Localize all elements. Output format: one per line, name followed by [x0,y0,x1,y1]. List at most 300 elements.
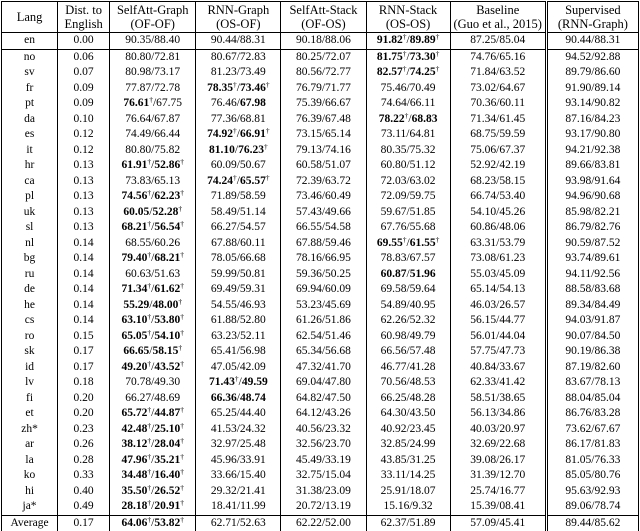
table-row [2,33,639,50]
table-row [2,298,639,314]
score-cell: 39.08/26.17 [450,453,546,469]
dist-cell: 0.14 [58,282,110,298]
table-row [2,158,639,174]
score-cell: 78.16/66.95 [281,251,366,267]
score-cell: 70.56/48.53 [366,375,450,391]
score-cell: 64.12/43.26 [281,406,366,422]
col-header-selfatt-stack [281,2,366,33]
score-cell: 69.58/59.64 [366,282,450,298]
lang-cell: ja* [22,500,37,513]
col-header-line1: Lang [16,10,43,24]
col-header-line2: English [64,17,103,31]
score-cell: 57.75/47.73 [450,344,546,360]
col-header-line1: Supervised [565,3,621,17]
score-cell: 72.09/59.75 [366,189,450,205]
score-cell: 54.89/40.95 [366,298,450,314]
score-cell: 73.02/64.67 [450,81,546,97]
score-cell: 60.05/52.28† [110,205,196,221]
table-row [2,422,639,438]
dist-cell: 0.15 [58,329,110,345]
score-cell: 78.22†/68.83 [366,112,450,128]
score-cell: 68.75/59.59 [450,127,546,143]
col-header-dist-to-english [58,2,110,33]
score-cell: 94.96/90.68 [546,189,638,205]
table-row [2,437,639,453]
score-cell: 74.64/66.11 [366,96,450,112]
score-cell: 78.35†/73.46† [196,81,281,97]
lang-cell: da [24,112,35,125]
score-cell: 71.89/58.59 [196,189,281,205]
dist-cell: 0.14 [58,267,110,283]
score-cell: 82.57†/74.25† [366,65,450,81]
score-cell: 94.03/91.87 [546,313,638,329]
score-cell: 25.91/18.07 [366,484,450,500]
score-cell: 89.79/86.60 [546,65,638,81]
score-cell: 61.26/51.86 [281,313,366,329]
score-cell: 60.98/49.79 [366,329,450,345]
table-row [2,391,639,407]
score-cell: 66.74/53.40 [450,189,546,205]
score-cell: 90.59/87.52 [546,236,638,252]
score-cell: 83.67/78.13 [546,375,638,391]
score-cell: 60.86/48.06 [450,220,546,236]
dist-cell: 0.12 [58,143,110,159]
score-cell: 86.76/83.28 [546,406,638,422]
lang-cell: lv [25,376,35,389]
score-cell: 56.15/44.77 [450,313,546,329]
score-cell: 69.55†/61.55† [366,236,450,252]
score-cell: 15.39/08.41 [450,499,546,515]
score-cell: 55.29/48.00† [110,298,196,314]
lang-cell: it [26,143,33,156]
score-cell: 89.44/85.62 [546,515,638,531]
table-row [2,453,639,469]
score-cell: 31.39/12.70 [450,468,546,484]
score-cell: 32.56/23.70 [281,437,366,453]
score-cell: 90.44/88.31 [546,33,638,50]
table-row [2,515,639,531]
score-cell: 59.36/50.25 [281,267,366,283]
score-cell: 74.76/65.16 [450,49,546,65]
table-row [2,81,639,97]
lang-cell: hr [24,159,35,172]
score-cell: 68.23/58.15 [450,174,546,190]
dist-cell: 0.26 [58,437,110,453]
score-cell: 66.56/57.48 [366,344,450,360]
dist-cell: 0.13 [58,174,110,190]
score-cell: 65.14/54.13 [450,282,546,298]
score-cell: 56.01/44.04 [450,329,546,345]
lang-cell: fi [26,391,34,404]
score-cell: 47.05/42.09 [196,360,281,376]
table-header [2,2,639,33]
table-row [2,360,639,376]
table-row [2,220,639,236]
score-cell: 88.58/83.68 [546,282,638,298]
lang-cell: bg [23,252,36,265]
score-cell: 33.11/14.25 [366,468,450,484]
score-cell: 38.12†/28.04† [110,437,196,453]
score-cell: 74.92†/66.91† [196,127,281,143]
col-header-line2: (OS-OF) [216,17,261,31]
score-cell: 87.19/82.60 [546,360,638,376]
score-cell: 49.20†/43.52† [110,360,196,376]
dist-cell: 0.00 [58,33,110,50]
col-header-line1: SelfAtt-Graph [116,3,189,17]
dist-cell: 0.33 [58,468,110,484]
score-cell: 63.23/52.11 [196,329,281,345]
score-cell: 90.44/88.31 [196,33,281,50]
score-cell: 80.80/75.82 [110,143,196,159]
score-cell: 95.63/92.93 [546,484,638,500]
score-cell: 25.74/16.77 [450,484,546,500]
score-cell: 78.05/66.68 [196,251,281,267]
score-cell: 29.32/21.41 [196,484,281,500]
score-cell: 73.83/65.13 [110,174,196,190]
score-cell: 94.11/92.56 [546,267,638,283]
score-cell: 60.09/50.67 [196,158,281,174]
col-header-line2: (OS-OS) [385,17,431,31]
score-cell: 80.25/72.07 [281,49,366,65]
score-cell: 73.46/60.49 [281,189,366,205]
score-cell: 65.41/56.98 [196,344,281,360]
dist-cell: 0.14 [58,298,110,314]
score-cell: 91.82†/89.89† [366,33,450,50]
lang-cell: ru [24,267,35,280]
col-header-baseline [450,2,546,33]
score-cell: 63.10†/53.80† [110,313,196,329]
table-row [2,375,639,391]
score-cell: 85.05/80.76 [546,468,638,484]
score-cell: 47.96†/35.21† [110,453,196,469]
table-row [2,127,639,143]
score-cell: 76.46/67.98 [196,96,281,112]
dist-cell: 0.40 [58,484,110,500]
score-cell: 74.49/66.44 [110,127,196,143]
score-cell: 62.22/52.00 [281,515,366,531]
score-cell: 61.91†/52.86† [110,158,196,174]
score-cell: 15.16/9.32 [366,499,450,515]
score-cell: 80.98/73.17 [110,65,196,81]
dist-cell: 0.20 [58,391,110,407]
score-cell: 65.05†/54.10† [110,329,196,345]
score-cell: 89.06/78.74 [546,499,638,515]
lang-cell: nl [25,236,35,249]
score-cell: 70.78/49.30 [110,375,196,391]
score-cell: 31.38/23.09 [281,484,366,500]
score-cell: 78.83/67.57 [366,251,450,267]
score-cell: 18.41/11.99 [196,499,281,515]
dist-cell: 0.13 [58,189,110,205]
score-cell: 76.64/67.87 [110,112,196,128]
score-cell: 46.03/26.57 [450,298,546,314]
score-cell: 59.99/50.81 [196,267,281,283]
score-cell: 93.14/90.82 [546,96,638,112]
score-cell: 91.90/89.14 [546,81,638,97]
score-cell: 40.84/33.67 [450,360,546,376]
score-cell: 65.25/44.40 [196,406,281,422]
score-cell: 58.49/51.14 [196,205,281,221]
dist-cell: 0.10 [58,112,110,128]
score-cell: 61.88/52.80 [196,313,281,329]
score-cell: 64.30/43.50 [366,406,450,422]
score-cell: 59.67/51.85 [366,205,450,221]
score-cell: 79.13/74.16 [281,143,366,159]
score-cell: 28.18†/20.91† [110,499,196,515]
score-cell: 71.43†/49.59 [196,375,281,391]
score-cell: 73.08/61.23 [450,251,546,267]
score-cell: 75.06/67.37 [450,143,546,159]
score-cell: 89.66/83.81 [546,158,638,174]
score-cell: 74.24†/65.57† [196,174,281,190]
score-cell: 76.61†/67.75 [110,96,196,112]
lang-cell: es [24,128,35,141]
score-cell: 69.49/59.31 [196,282,281,298]
score-cell: 42.48†/25.10† [110,422,196,438]
dist-cell: 0.14 [58,251,110,267]
dist-cell: 0.12 [58,127,110,143]
score-cell: 60.80/51.12 [366,158,450,174]
col-header-line1: Dist. to [65,3,103,17]
score-cell: 81.10/76.23† [196,143,281,159]
lang-cell: ar [25,438,34,451]
col-header-line2: (Guo et al., 2015) [453,17,542,31]
table-row [2,267,639,283]
score-cell: 74.56†/62.23† [110,189,196,205]
col-header-line2: (OF-OF) [130,17,175,31]
lang-cell: uk [23,205,36,218]
dist-cell: 0.09 [58,81,110,97]
lang-cell: de [24,283,35,296]
score-cell: 53.23/45.69 [281,298,366,314]
score-cell: 40.56/23.32 [281,422,366,438]
score-cell: 93.17/90.80 [546,127,638,143]
score-cell: 66.36/48.74 [196,391,281,407]
dist-cell: 0.49 [58,499,110,515]
table-body [2,33,639,531]
col-header-rnn-graph [196,2,281,33]
lang-cell: la [25,453,34,466]
lang-cell: no [23,50,36,63]
col-header-line1: Baseline [476,3,520,17]
dist-cell: 0.23 [58,422,110,438]
score-cell: 68.21†/56.54† [110,220,196,236]
table-row [2,499,639,515]
score-cell: 63.31/53.79 [450,236,546,252]
lang-cell: ko [23,469,36,482]
lang-cell: sl [25,221,34,234]
score-cell: 79.40†/68.21† [110,251,196,267]
dist-cell: 0.06 [58,49,110,65]
score-cell: 77.87/72.78 [110,81,196,97]
lang-cell: cs [24,314,35,327]
score-cell: 55.03/45.09 [450,267,546,283]
score-cell: 93.74/89.61 [546,251,638,267]
col-header-rnn-stack [366,2,450,33]
score-cell: 87.25/85.04 [450,33,546,50]
score-cell: 33.66/15.40 [196,468,281,484]
col-header-line1: SelfAtt-Stack [289,3,358,17]
score-cell: 88.04/85.04 [546,391,638,407]
dist-cell: 0.28 [58,453,110,469]
dist-cell: 0.18 [58,375,110,391]
lang-cell: id [25,360,35,373]
score-cell: 32.85/24.99 [366,437,450,453]
score-cell: 70.36/60.11 [450,96,546,112]
col-header-lang [2,2,58,33]
lang-cell: sk [24,345,35,358]
score-cell: 62.33/41.42 [450,375,546,391]
lang-cell: en [2,33,58,50]
score-cell: 94.21/92.38 [546,143,638,159]
score-cell: 90.19/86.38 [546,344,638,360]
score-cell: 81.05/76.33 [546,453,638,469]
dist-cell: 0.20 [58,406,110,422]
lang-cell: he [24,298,35,311]
score-cell: 57.43/49.66 [281,205,366,221]
score-cell: 32.69/22.68 [450,437,546,453]
dist-cell: 0.17 [58,515,110,531]
table-row [2,65,639,81]
score-cell: 72.39/63.72 [281,174,366,190]
score-cell: 73.62/67.67 [546,422,638,438]
score-cell: 90.35/88.40 [110,33,196,50]
score-cell: 71.84/63.52 [450,65,546,81]
score-cell: 54.55/46.93 [196,298,281,314]
score-cell: 67.88/60.11 [196,236,281,252]
score-cell: 90.18/88.06 [281,33,366,50]
table-row [2,112,639,128]
score-cell: 69.94/60.09 [281,282,366,298]
score-cell: 71.34†/61.62† [110,282,196,298]
score-cell: 73.11/64.81 [366,127,450,143]
table-row [2,205,639,221]
score-cell: 86.79/82.76 [546,220,638,236]
score-cell: 76.79/71.77 [281,81,366,97]
table-row [2,282,639,298]
header-row [2,2,639,33]
lang-cell: sv [24,66,35,79]
col-header-selfatt-graph [110,2,196,33]
table-row [2,329,639,345]
score-cell: 66.25/48.28 [366,391,450,407]
score-cell: 46.77/41.28 [366,360,450,376]
score-cell: 90.07/84.50 [546,329,638,345]
lang-cell: pl [25,190,35,203]
dist-cell: 0.14 [58,313,110,329]
score-cell: 40.03/20.97 [450,422,546,438]
dist-cell: 0.07 [58,65,110,81]
score-cell: 32.97/25.48 [196,437,281,453]
score-cell: 72.03/63.02 [366,174,450,190]
score-cell: 56.13/34.86 [450,406,546,422]
col-header-line1: RNN-Graph [207,3,270,17]
score-cell: 71.34/61.45 [450,112,546,128]
table-row [2,251,639,267]
score-cell: 75.39/66.67 [281,96,366,112]
score-cell: 73.15/65.14 [281,127,366,143]
lang-cell: Average [2,515,58,531]
lang-cell: fr [25,81,34,94]
table-row [2,344,639,360]
col-header-line2: (OF-OS) [301,17,346,31]
score-cell: 76.39/67.48 [281,112,366,128]
score-cell: 52.92/42.19 [450,158,546,174]
score-cell: 93.98/91.64 [546,174,638,190]
score-cell: 80.56/72.77 [281,65,366,81]
table-row [2,236,639,252]
score-cell: 57.09/45.41 [450,515,546,531]
score-cell: 81.23/73.49 [196,65,281,81]
score-cell: 89.34/84.49 [546,298,638,314]
score-cell: 66.55/54.58 [281,220,366,236]
score-cell: 60.63/51.63 [110,267,196,283]
score-cell: 77.36/68.81 [196,112,281,128]
col-header-line2: (RNN-Graph) [557,17,628,31]
lang-cell: zh* [21,422,38,435]
score-cell: 43.85/31.25 [366,453,450,469]
score-cell: 68.55/60.26 [110,236,196,252]
score-cell: 62.71/52.63 [196,515,281,531]
score-cell: 80.67/72.83 [196,49,281,65]
score-cell: 66.27/54.57 [196,220,281,236]
score-cell: 45.49/33.19 [281,453,366,469]
score-cell: 54.10/45.26 [450,205,546,221]
dist-cell: 0.09 [58,96,110,112]
score-cell: 66.27/48.69 [110,391,196,407]
dist-cell: 0.14 [58,236,110,252]
score-cell: 69.04/47.80 [281,375,366,391]
score-cell: 66.65/58.15† [110,344,196,360]
dist-cell: 0.13 [58,158,110,174]
dist-cell: 0.13 [58,205,110,221]
score-cell: 86.17/81.83 [546,437,638,453]
table-row [2,143,639,159]
score-cell: 80.35/75.32 [366,143,450,159]
col-header-line1: RNN-Stack [378,3,438,17]
score-cell: 81.75†/73.30† [366,49,450,65]
cross-lingual-results-table [1,1,639,531]
score-cell: 34.48†/16.40† [110,468,196,484]
score-cell: 20.72/13.19 [281,499,366,515]
score-cell: 45.96/33.91 [196,453,281,469]
lang-cell: hi [25,484,35,497]
score-cell: 75.46/70.49 [366,81,450,97]
table-row [2,468,639,484]
table-row [2,49,639,65]
score-cell: 65.72†/44.87† [110,406,196,422]
score-cell: 58.51/38.65 [450,391,546,407]
score-cell: 47.32/41.70 [281,360,366,376]
table-row [2,189,639,205]
lang-cell: pt [25,97,35,110]
score-cell: 62.54/51.46 [281,329,366,345]
score-cell: 60.87/51.96 [366,267,450,283]
table-row [2,174,639,190]
score-cell: 85.98/82.21 [546,205,638,221]
score-cell: 40.92/23.45 [366,422,450,438]
score-cell: 67.76/55.68 [366,220,450,236]
table-row [2,313,639,329]
table-row [2,406,639,422]
table-row [2,484,639,500]
lang-cell: ro [24,329,35,342]
score-cell: 80.80/72.81 [110,49,196,65]
score-cell: 87.16/84.23 [546,112,638,128]
score-cell: 41.53/24.32 [196,422,281,438]
score-cell: 64.06†/53.82† [110,515,196,531]
table-row [2,96,639,112]
